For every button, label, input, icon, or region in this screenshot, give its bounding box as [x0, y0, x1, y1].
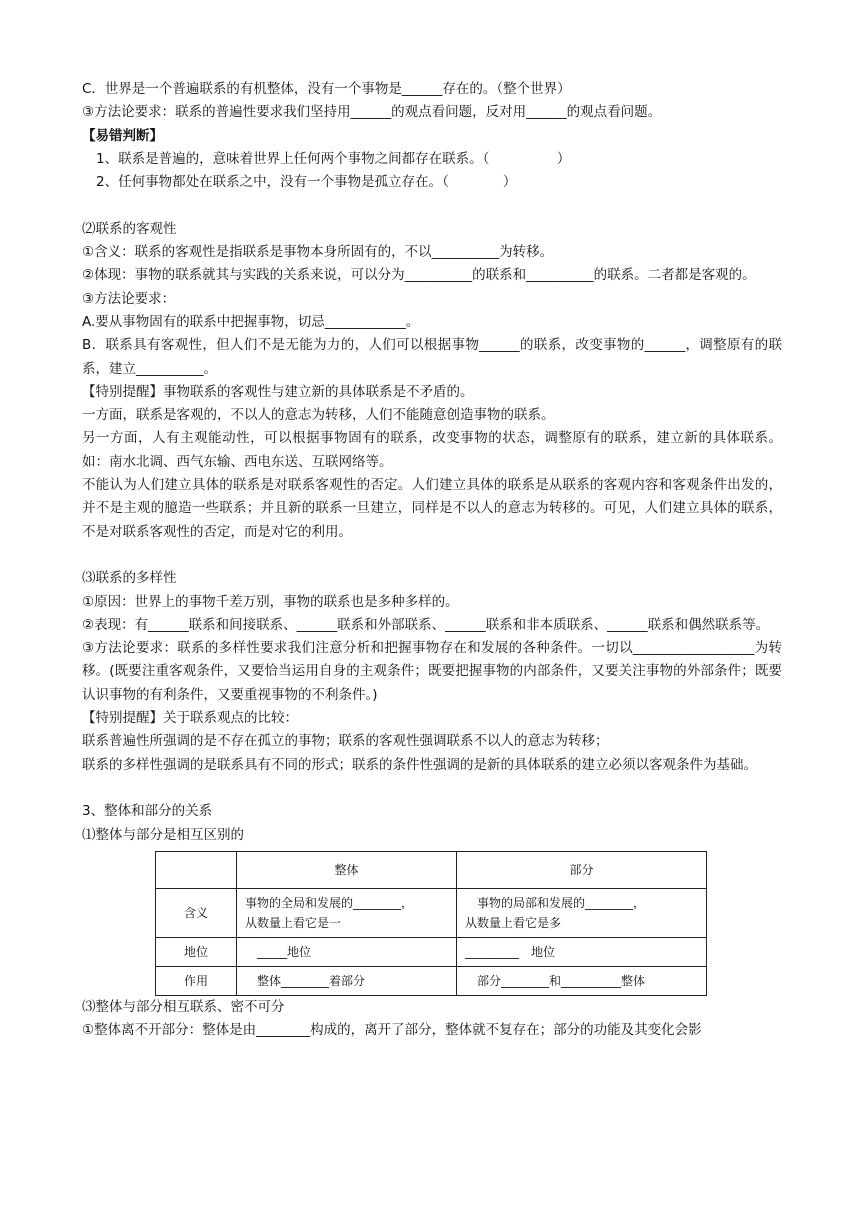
- objectivity-other-hand: 另一方面，人有主观能动性，可以根据事物固有的联系，改变事物的状态，调整原有的联系，建立新的具体联系。如：南水北调、西气东输、西电东送、互联网络等。: [82, 430, 782, 470]
- objectivity-methodology: ③方法论要求：: [82, 290, 176, 307]
- diversity-cause: ①原因：世界上的事物千差万别，事物的联系也是多种多样的。: [82, 593, 459, 610]
- diversity-manifestation: ②表现：有______联系和间接联系、______联系和外部联系、______联系和非本质联系、______联系和偶然联系等。: [82, 616, 770, 633]
- whole-part-difference-title: ⑴整体与部分是相互区别的: [82, 826, 244, 843]
- diversity-methodology: ③方法论要求：联系的多样性要求我们注意分析和把握事物存在和发展的各种条件。一切以__________________为转移。(既要注重客观条件，又要恰当运用自身的主观条件；既要把握事物的内部条件，又要关注事物的外部条件；既要认识事物的有利条件，又要重视事物的不利条件。): [82, 640, 782, 703]
- judgment-item-1: 1、联系是普遍的，意味着世界上任何两个事物之间都存在联系。（ ）: [96, 150, 571, 167]
- cell-text: 从数量上看它是多: [465, 915, 562, 930]
- table-row: [156, 966, 707, 995]
- objectivity-conclusion: 不能认为人们建立具体的联系是对联系客观性的否定。人们建立具体的联系是从联系的客观内容和客观条件出发的，并不是主观的臆造一些联系；并且新的联系一旦建立，同样是不以人的意志为转移的。可见，人们建立具体的联系，不是对联系客观性的否定，而是对它的利用。: [82, 477, 782, 540]
- diversity-compare-1: 联系普遍性所强调的是不存在孤立的事物；联系的客观性强调联系不以人的意志为转移；: [82, 733, 609, 750]
- whole-part-connection-title: ⑶整体与部分相互联系、密不可分: [82, 998, 285, 1015]
- cell-whole-status: _____地位: [237, 937, 457, 966]
- cell-part-function: 部分________和__________整体: [457, 966, 707, 995]
- row-label-meaning: 含义: [156, 888, 237, 937]
- objectivity-point-b: B．联系具有客观性，但人们不是无能为力的，人们可以根据事物______的联系，改变事物的______，调整原有的联系，建立__________。: [82, 337, 782, 377]
- spacer: [82, 544, 782, 567]
- whole-part-table: [155, 851, 707, 996]
- document-page: [82, 78, 782, 1042]
- row-label-function: 作用: [156, 966, 237, 995]
- table-corner-cell: [156, 851, 237, 888]
- section-title-whole-part: 3、整体和部分的关系: [82, 803, 213, 820]
- cell-text: 事物的全局和发展的________，: [245, 895, 414, 910]
- table-header-row: [156, 851, 707, 888]
- spacer: [82, 194, 782, 217]
- objectivity-reminder: 【特别提醒】事物联系的客观性与建立新的具体联系是不矛盾的。: [82, 383, 474, 400]
- diversity-compare-2: 联系的多样性强调的是联系具有不同的形式；联系的条件性强调的是新的具体联系的建立必须以客观条件为基础。: [82, 756, 757, 773]
- diversity-reminder: 【特别提醒】关于联系观点的比较：: [82, 710, 298, 727]
- whole-depends-on-parts: ①整体离不开部分：整体是由________构成的，离开了部分，整体就不复存在；部分的功能及其变化会影: [82, 1022, 702, 1039]
- line-world-organic-whole: C．世界是一个普遍联系的有机整体，没有一个事物是______存在的。（整个世界）: [82, 81, 571, 97]
- judgment-item-2: 2、任何事物都处在联系之中，没有一个事物是孤立存在。（ ）: [96, 174, 517, 191]
- cell-part-status: _________ 地位: [457, 937, 707, 966]
- cell-text: 从数量上看它是一: [245, 915, 342, 930]
- cell-part-meaning: [457, 888, 707, 937]
- cell-whole-function: 整体________着部分: [237, 966, 457, 995]
- table-row: [156, 937, 707, 966]
- table-row: [156, 888, 707, 937]
- table-header-part: 部分: [457, 851, 707, 888]
- row-label-status: 地位: [156, 937, 237, 966]
- table-header-whole: 整体: [237, 851, 457, 888]
- objectivity-manifestation: ②体现：事物的联系就其与实践的关系来说，可以分为__________的联系和__________的联系。二者都是客观的。: [82, 267, 756, 284]
- heading-error-judgment: 【易错判断】: [82, 127, 163, 144]
- spacer: [82, 777, 782, 800]
- cell-whole-meaning: [237, 888, 457, 937]
- section-title-diversity: ⑶联系的多样性: [82, 570, 177, 587]
- line-methodology-universality: ③方法论要求：联系的普遍性要求我们坚持用______的观点看问题，反对用______的观点看问题。: [82, 104, 662, 121]
- objectivity-meaning: ①含义：联系的客观性是指联系是事物本身所固有的，不以__________为转移。: [82, 244, 554, 261]
- objectivity-point-a: A.要从事物固有的联系中把握事物，切忌____________。: [82, 313, 420, 330]
- section-title-objectivity: ⑵联系的客观性: [82, 220, 177, 237]
- cell-text: 事物的局部和发展的________，: [465, 895, 646, 910]
- objectivity-one-hand: 一方面，联系是客观的，不以人的意志为转移，人们不能随意创造事物的联系。: [82, 407, 555, 424]
